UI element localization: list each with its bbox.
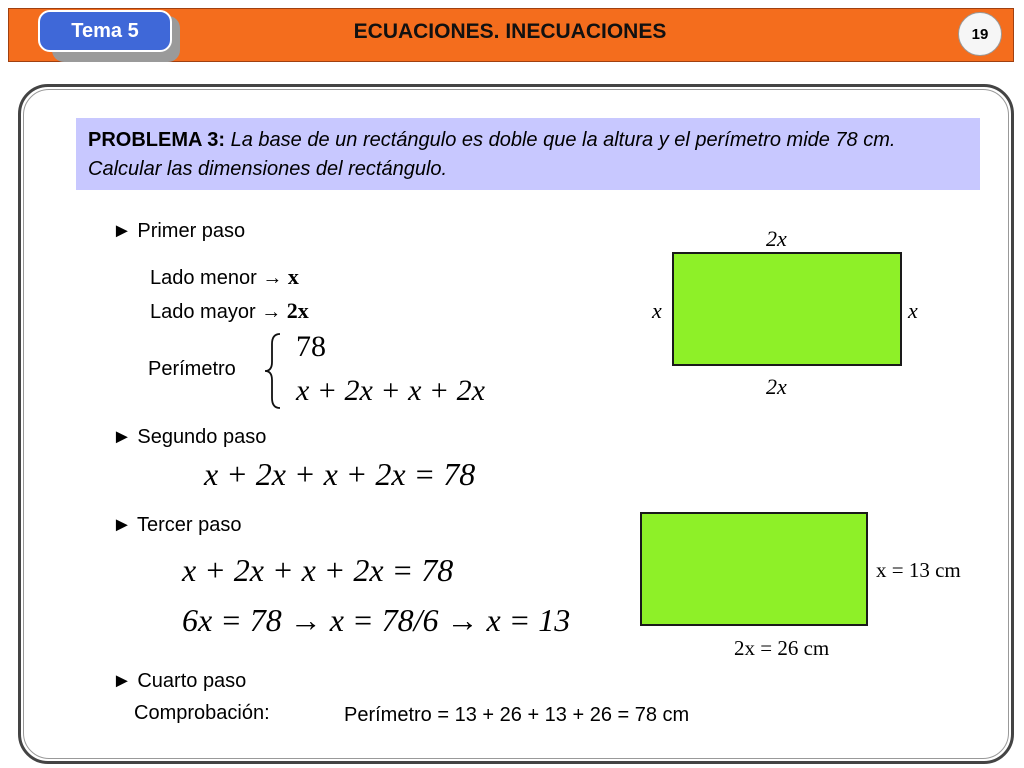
diagram1-top-label: 2x <box>766 226 787 251</box>
lado-menor-value: x <box>287 264 299 289</box>
lado-mayor-row <box>150 298 309 324</box>
comprobacion-label: Comprobación: <box>134 702 270 724</box>
diagram2-rectangle <box>640 512 868 626</box>
diagram1-left-label: x <box>652 298 662 323</box>
arrow-icon: → <box>262 267 283 289</box>
diagram2-bottom-label: 2x = 26 cm <box>734 636 830 660</box>
diagram1-right-label: x <box>908 298 918 323</box>
step3-heading: ► Tercer paso <box>112 514 242 536</box>
lado-menor-label: Lado menor <box>150 267 257 289</box>
problem-text: La base de un rectángulo es doble que la altura y el perímetro mide 78 cm. Calcular las dimensiones del rectángulo. <box>88 129 896 180</box>
problem-statement <box>76 118 980 190</box>
perimetro-value: 78 <box>296 330 326 363</box>
comprobacion-value: Perímetro = 13 + 26 + 13 + 26 = 78 cm <box>344 704 690 726</box>
left-brace-icon <box>262 332 284 410</box>
lado-menor-row <box>150 264 299 290</box>
step2-heading: ► Segundo paso <box>112 426 267 448</box>
lado-mayor-value: 2x <box>286 298 309 323</box>
step4-heading: ► Cuarto paso <box>112 670 247 692</box>
perimetro-label: Perímetro <box>148 358 236 380</box>
step2-equation: x + 2x + x + 2x = 78 <box>204 456 476 492</box>
problem-label: PROBLEMA 3: <box>88 129 226 151</box>
diagram2-side-label: x = 13 cm <box>876 558 961 582</box>
arrow-icon: → <box>261 301 282 323</box>
step1-heading: ► Primer paso <box>112 220 246 242</box>
step3-equation2: 6x = 78 → x = 78/6 → x = 13 <box>182 602 571 638</box>
tema-badge: Tema 5 <box>38 10 172 52</box>
step3-equation1: x + 2x + x + 2x = 78 <box>182 552 454 588</box>
diagram1-rectangle <box>672 252 902 366</box>
page-title: ECUACIONES. INECUACIONES <box>353 20 667 43</box>
page-number-badge: 19 <box>958 12 1002 56</box>
diagram1-bottom-label: 2x <box>766 374 787 399</box>
perimetro-expression: x + 2x + x + 2x <box>296 374 485 407</box>
lado-mayor-label: Lado mayor <box>150 301 256 323</box>
